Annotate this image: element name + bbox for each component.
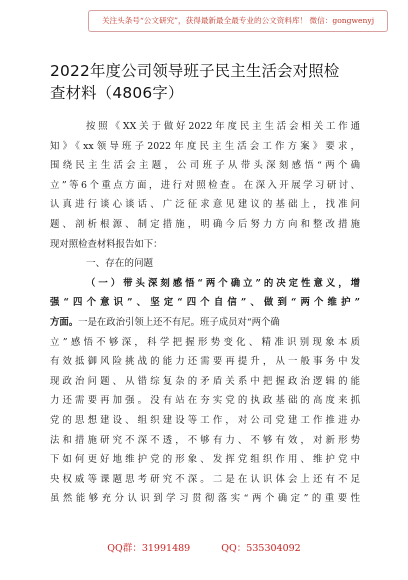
body-line: 法和措施研究不深不透，不够有力、不够有效，对新形势: [50, 434, 360, 446]
body-line: 立”感悟不够深，科学把握形势变化、精准识别现象本质: [50, 336, 360, 348]
body-line: 党的思想建设、组织建设等工作，对公司党建工作推进办: [50, 414, 360, 426]
intro-line: 立”等6个重点方面，进行对照检查。在深入开展学习研讨、: [50, 179, 360, 191]
body-text: 一是在政治引领上还不有尼。班子成员对“两个确: [78, 316, 280, 328]
body-line: [50, 313, 360, 333]
promo-banner: 关注头条号“公文研究”，获得最新最全最专业的公文资料库！ 微信：gongwenyj: [88, 10, 388, 32]
intro-line: 认真进行谈心谈话、广泛征求意见建议的基础上，找准问: [50, 199, 360, 211]
intro-line: 围绕民主生活会主题，公司班子从带头深刻感悟“两个确: [50, 160, 360, 172]
subsection-heading-tail: 方面。: [50, 316, 79, 328]
title-line-1: 2022年度公司领导班子民主生活会对照检: [50, 62, 340, 80]
intro-line: 按照《XX关于做好2022年度民主生活会相关工作通: [86, 121, 360, 132]
intro-line: 知》《xx领导班子2022年度民主生活会工作方案》要求，: [50, 140, 360, 152]
qq-group: QQ群：31991489: [107, 543, 191, 554]
subsection-heading: 强“四个意识”、坚定“四个自信”、做到“两个维护”: [50, 297, 360, 309]
body-line: 有效抵御风险挑战的能力还需要再提升，从一般事务中发: [50, 356, 360, 368]
footer-contact: [0, 540, 408, 554]
body-line: 现政治问题、从错综复杂的矛盾关系中把握政治逻辑的能: [50, 375, 360, 387]
body-line: 下如何更好地维护党的形象、发挥党组织作用、维护党中: [50, 454, 360, 466]
body-line: 央权威等课题思考研究不深。二是在认识体会上还有不足: [50, 473, 360, 485]
document-title: [50, 60, 360, 104]
body-line: 力还需要再加强。没有站在夯实党的执政基础的高度来抓: [50, 395, 360, 407]
intro-line: 题、剖析根源、制定措施，明确今后努力方向和整改措施: [50, 218, 360, 230]
section-heading: 一、存在的问题: [86, 258, 154, 270]
intro-line: 现对照检查材料报告如下：: [50, 238, 163, 250]
body-line: 虽然能够充分认识到学习贯彻落实“两个确定”的重要性: [50, 493, 360, 505]
qq-number: QQ：535304092: [221, 543, 301, 554]
document-body: [50, 117, 360, 509]
title-line-2: 查材料（4806字）: [50, 84, 184, 102]
subsection-heading: （一）带头深刻感悟“两个确立”的决定性意义，增: [86, 277, 360, 289]
